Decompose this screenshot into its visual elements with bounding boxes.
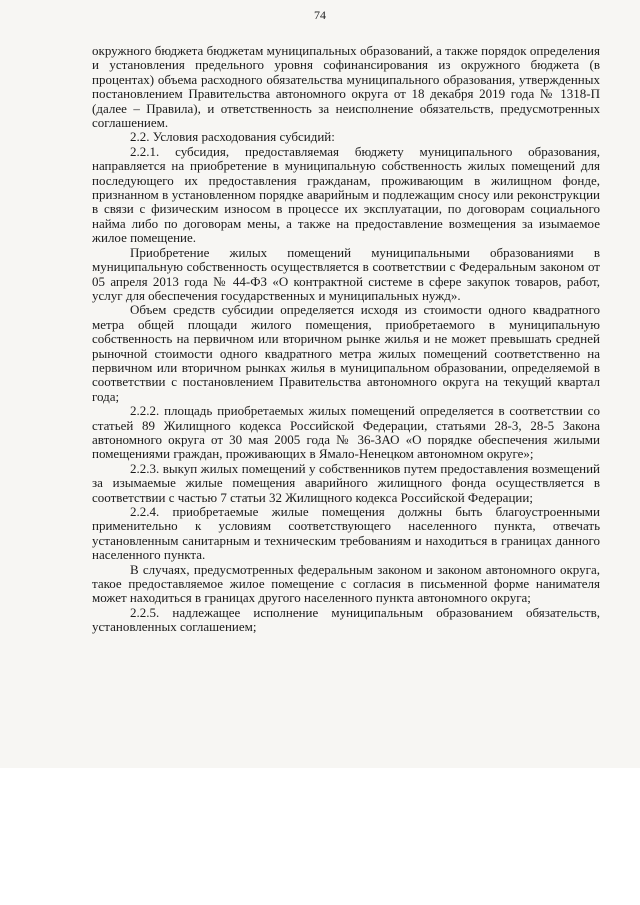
paragraph-4: Приобретение жилых помещений муниципальными образованиями в муниципальную собственность осуществляется в соответствии с Федеральным законом от 05 апреля 2013 года № 44-ФЗ «О контрактной системе в сфере закупок товаров, работ, услуг для обеспечения государственных и муниципальных нужд». <box>92 244 600 303</box>
paragraph-3: 2.2.1. субсидия, предоставляемая бюджету муниципального образования, направляется на приобретение в муниципальную собственность жилых помещений для последующего их предоставления гражданам, проживающим в жилищном фонде, признанном в установленном порядке аварийным и подлежащим сносу или реконструкции в связи с физическим износом в процессе их эксплуатации, по договорам социального найма либо по договорам мены, а также на предоставление возмещения за изымаемое жилое помещение. <box>92 143 600 246</box>
paragraph-1: окружного бюджета бюджетам муниципальных образований, а также порядок определения и установления предельного уровня софинансирования из окружного бюджета (в процентах) объема расходного обязательства муниципального образования, утвержденных постановлением Правительства автономного округа от 18 декабря 2019 года № 1318-П (далее – Правила), и ответственность за неисполнение обязательств, предусмотренных соглашением. <box>92 43 600 131</box>
paragraph-9: В случаях, предусмотренных федеральным законом и законом автономного округа, такое предоставляемое жилое помещение с согласия в письменной форме нанимателя может находиться в границах другого населенного пункта автономного округа; <box>92 561 600 606</box>
paragraph-8: 2.2.4. приобретаемые жилые помещения должны быть благоустроенными применительно к условиям соответствующего населенного пункта, отвечать установленным санитарным и техническим требованиям и находиться в границах данного населенного пункта. <box>92 504 600 563</box>
page-number: 74 <box>314 8 326 22</box>
paragraph-7: 2.2.3. выкуп жилых помещений у собственников путем предоставления возмещений за изымаемые жилые помещения аварийного жилищного фонда осуществляется в соответствии с частью 7 статьи 32 Жилищного кодекса Российской Федерации; <box>92 460 600 505</box>
document-body <box>92 44 600 635</box>
paragraph-6: 2.2.2. площадь приобретаемых жилых помещений определяется в соответствии со статьей 89 Жилищного кодекса Российской Федерации, статьями 28-3, 28-5 Закона автономного округа от 30 мая 2005 года № 36-ЗАО «О порядке обеспечения жилыми помещениями граждан, проживающих в Ямало-Ненецком автономном округе»; <box>92 403 600 462</box>
paragraph-10: 2.2.5. надлежащее исполнение муниципальным образованием обязательств, установленных соглашением; <box>92 604 600 635</box>
blank-area <box>0 768 640 905</box>
paragraph-5: Объем средств субсидии определяется исходя из стоимости одного квадратного метра общей площади жилого помещения, приобретаемого в муниципальную собственность на первичном или вторичном рынке жилья и не может превышать средней рыночной стоимости одного квадратного метра жилых помещений соответственно на первичном или вторичном рынках жилья в муниципальном образовании, определяемой в соответствии с постановлением Правительства автономного округа на текущий квартал года; <box>92 302 600 404</box>
paragraph-2-heading: 2.2. Условия расходования субсидий: <box>130 129 335 145</box>
